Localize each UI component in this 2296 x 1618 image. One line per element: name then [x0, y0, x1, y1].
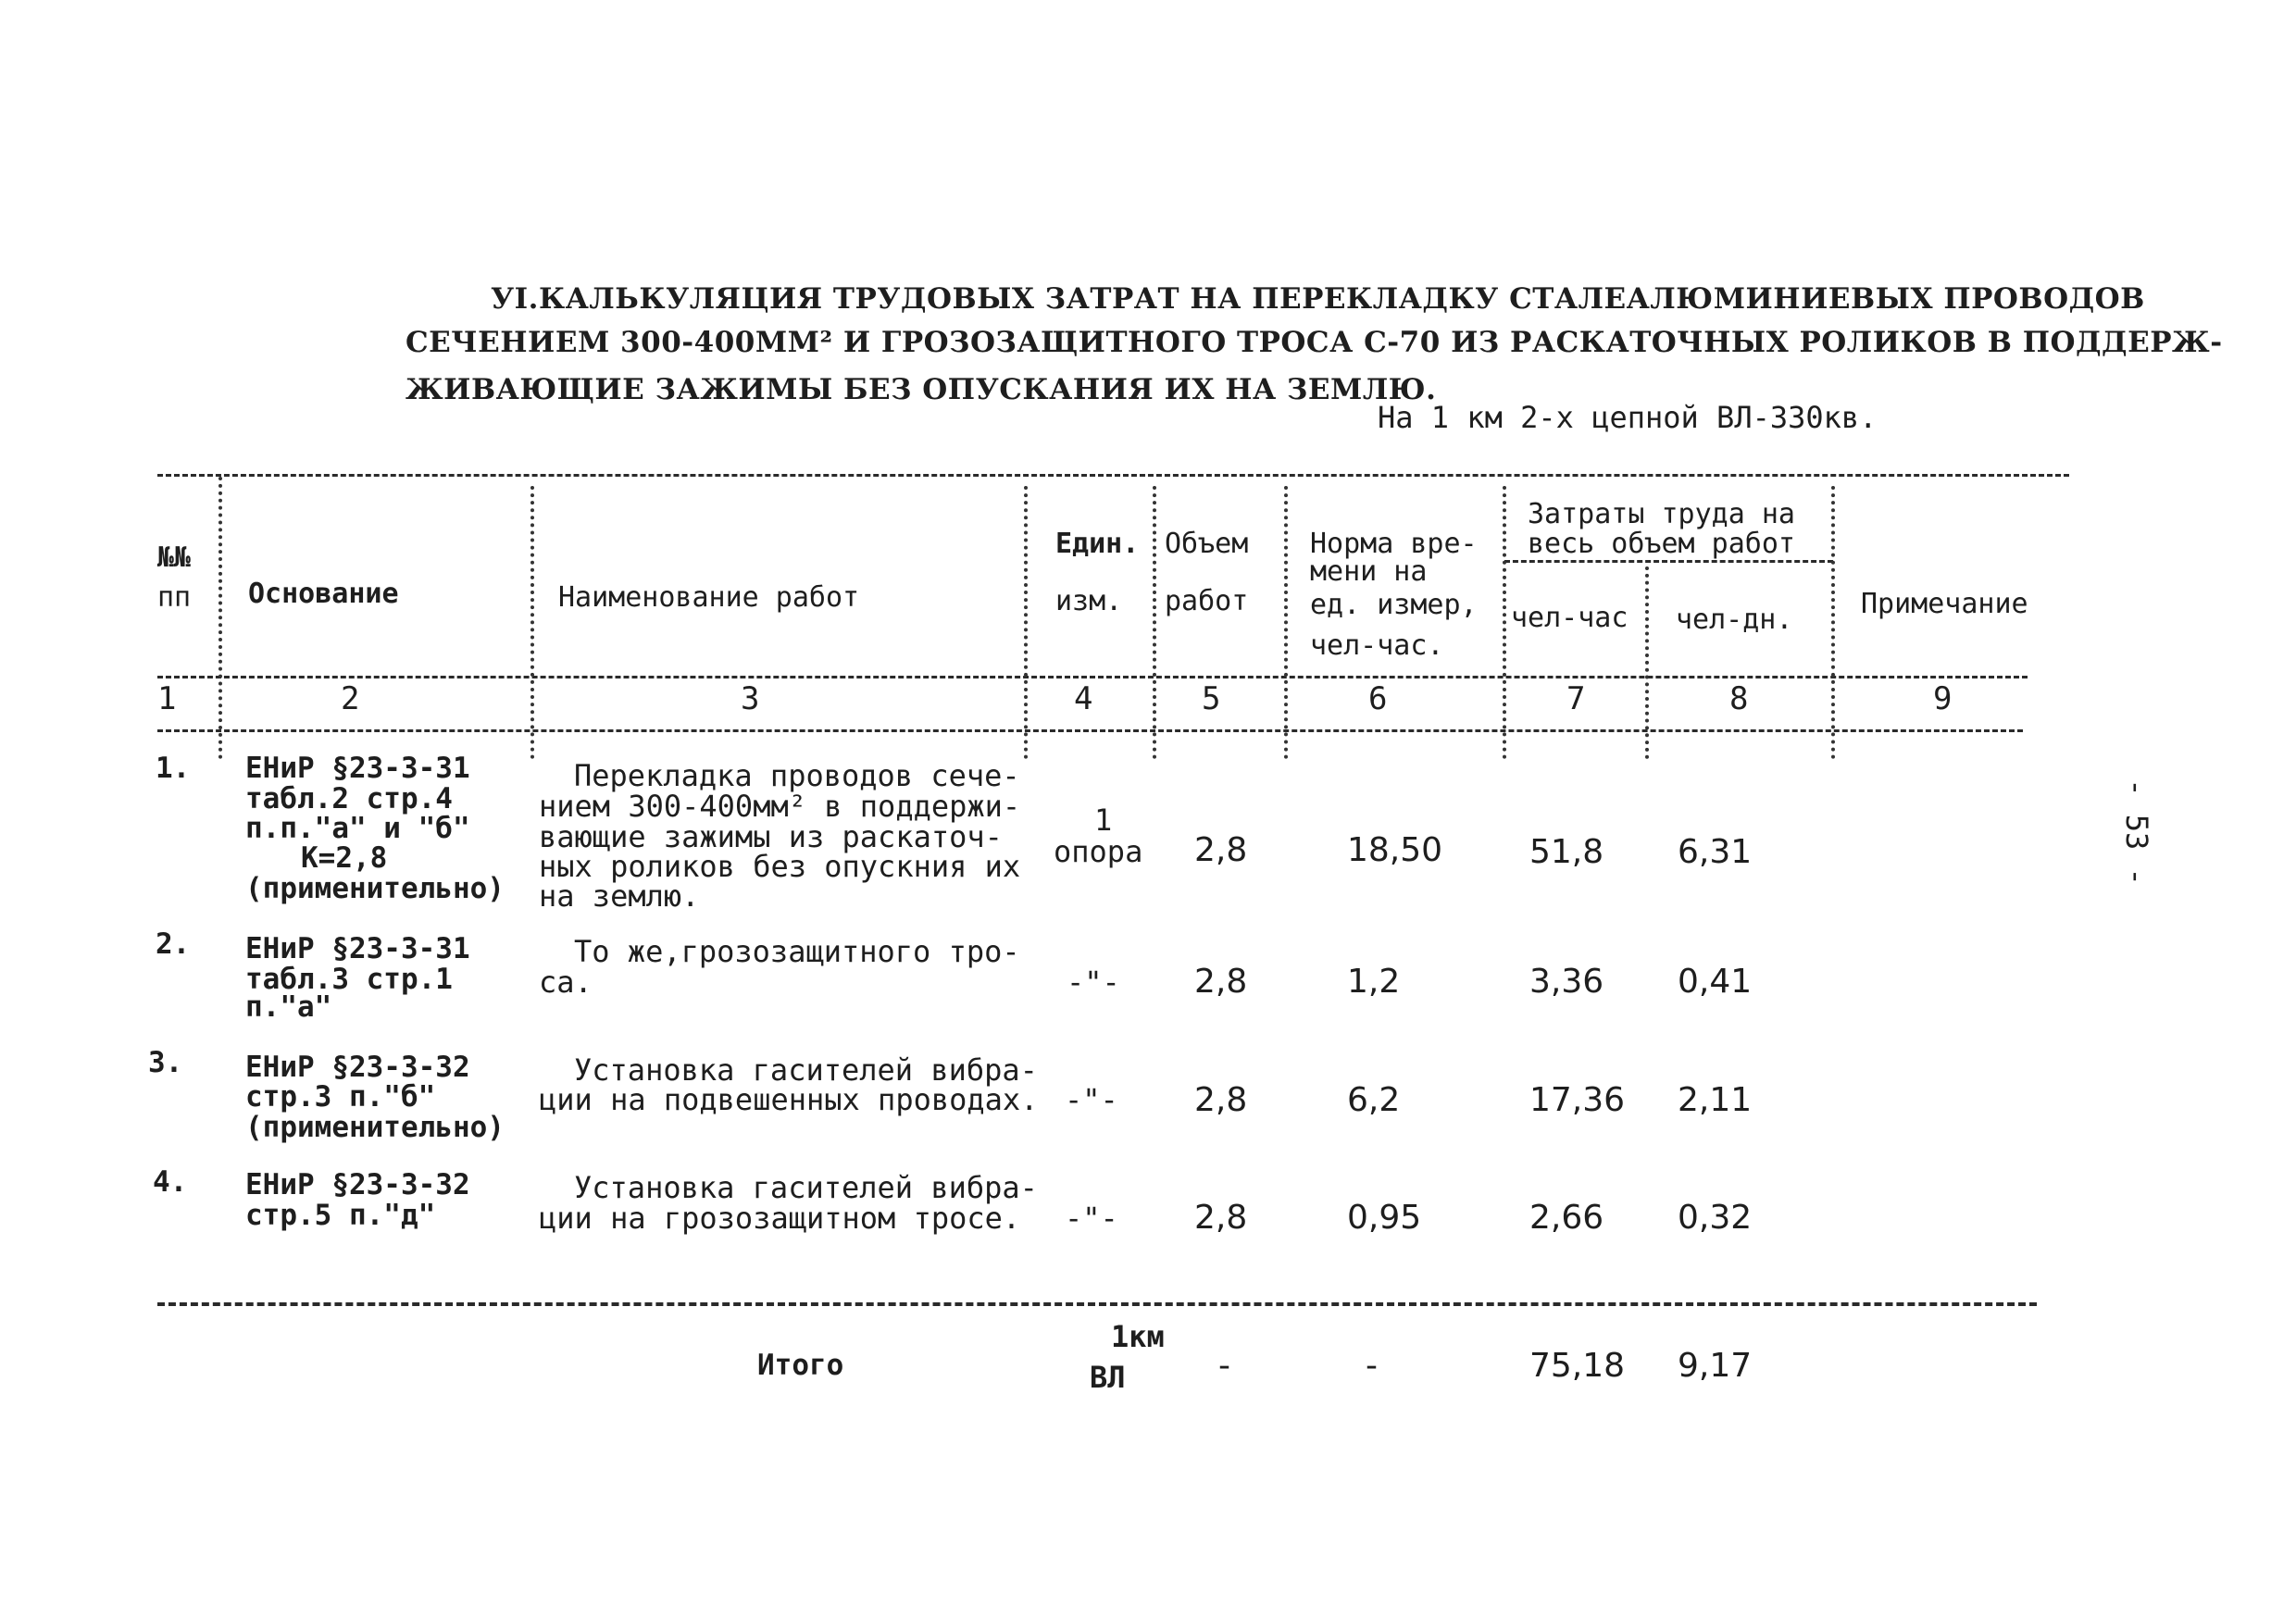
col-number-5: 5 [1202, 680, 1221, 717]
row-2-work-line-1: То же,грозозащитного тро- [574, 934, 1020, 969]
row-3-man-hours: 17,36 [1529, 1081, 1626, 1119]
header-labor-group-line-2: весь объем работ [1528, 528, 1795, 560]
col-sep-7 [1645, 566, 1649, 759]
row-3-man-days: 2,11 [1678, 1081, 1753, 1119]
row-2-man-hours: 3,36 [1529, 963, 1604, 1001]
row-3-basis-line-2: стр.3 п."б" [245, 1080, 436, 1114]
row-1-basis-line-5: (применительно) [245, 872, 505, 905]
table-bottom-rule [157, 1302, 2037, 1306]
total-label: Итого [757, 1349, 844, 1382]
header-note: Примечание [1861, 588, 2028, 620]
row-4-work-line-2: ции на грозозащитном тросе. [539, 1201, 1021, 1236]
col-sep-5 [1284, 486, 1288, 759]
row-4-number: 4. [153, 1165, 188, 1199]
row-4-man-hours: 2,66 [1529, 1199, 1604, 1237]
total-man-days: 9,17 [1678, 1347, 1753, 1385]
header-volume-line-1: Объем [1165, 528, 1249, 560]
title-line-1: УI.КАЛЬКУЛЯЦИЯ ТРУДОВЫХ ЗАТРАТ НА ПЕРЕКЛАДКУ СТАЛЕАЛЮМИНИЕВЫХ ПРОВОДОВ [491, 282, 2145, 316]
row-1-unit-line-1: 1 [1094, 803, 1113, 838]
col-number-3: 3 [741, 680, 760, 717]
page-number: - 53 - [2118, 778, 2154, 886]
row-1-work-line-3: вающие зажимы из раскаточ- [539, 819, 1003, 854]
total-unit-line-2: ВЛ [1090, 1360, 1126, 1395]
header-basis: Основание [248, 578, 399, 610]
row-1-unit-line-2: опора [1054, 834, 1143, 869]
col-sep-8 [1831, 486, 1835, 759]
row-3-norm: 6,2 [1347, 1081, 1401, 1119]
header-volume-line-2: работ [1165, 585, 1249, 617]
header-man-days: чел-дн. [1676, 604, 1793, 636]
row-4-volume: 2,8 [1194, 1199, 1248, 1237]
row-2-basis-line-2: табл.3 стр.1 [245, 963, 453, 996]
col-number-7: 7 [1566, 680, 1586, 717]
row-2-unit: -"- [1067, 965, 1120, 1000]
row-4-man-days: 0,32 [1678, 1199, 1753, 1237]
title-line-2: СЕЧЕНИЕМ 300-400ММ² И ГРОЗОЗАЩИТНОГО ТРОСА С-70 ИЗ РАСКАТОЧНЫХ РОЛИКОВ В ПОДДЕРЖ- [406, 326, 2223, 359]
total-volume: - [1218, 1347, 1230, 1385]
col-sep-4 [1153, 486, 1156, 759]
row-1-man-days: 6,31 [1678, 833, 1753, 871]
row-1-work-line-5: на землю. [539, 878, 700, 914]
row-3-basis-line-3: (применительно) [245, 1111, 505, 1144]
header-labor-group-line-1: Затраты труда на [1528, 498, 1795, 530]
header-norm-line-4: чел-час. [1310, 629, 1444, 662]
row-4-basis-line-1: ЕНиР §23-3-32 [245, 1168, 470, 1201]
row-1-norm: 18,50 [1347, 831, 1443, 869]
subtitle: На 1 км 2-х цепной ВЛ-330кв. [1378, 400, 1878, 435]
total-norm: - [1366, 1347, 1378, 1385]
row-3-basis-line-1: ЕНиР §23-3-32 [245, 1051, 470, 1084]
row-1-basis-line-1: ЕНиР §23-3-31 [245, 752, 470, 785]
col-sep-3 [1024, 486, 1028, 759]
row-2-work-line-2: са. [539, 965, 593, 1000]
col-number-4: 4 [1074, 680, 1093, 717]
row-3-number: 3. [148, 1046, 183, 1079]
row-2-basis-line-1: ЕНиР §23-3-31 [245, 932, 470, 965]
header-work-name: Наименование работ [558, 581, 860, 614]
row-2-volume: 2,8 [1194, 963, 1248, 1001]
col-number-8: 8 [1729, 680, 1749, 717]
header-unit-line-1: Един. [1055, 528, 1140, 560]
col-number-6: 6 [1368, 680, 1388, 717]
row-1-basis-line-4: К=2,8 [301, 841, 388, 875]
header-num-line-1: №№ [157, 541, 192, 574]
row-3-volume: 2,8 [1194, 1081, 1248, 1119]
row-4-unit: -"- [1065, 1201, 1118, 1236]
col-number-2: 2 [341, 680, 360, 717]
row-4-work-line-1: Установка гасителей вибра- [574, 1170, 1038, 1205]
header-norm-line-1: Норма вре- [1310, 528, 1478, 560]
row-3-work-line-2: ции на подвешенных проводах. [539, 1082, 1039, 1117]
row-1-work-line-1: Перекладка проводов сече- [574, 758, 1020, 793]
header-man-hours: чел-час [1511, 602, 1628, 634]
table-top-rule [157, 474, 2069, 477]
col-number-9: 9 [1933, 680, 1953, 717]
header-num-line-2: пп [157, 581, 192, 614]
col-sep-2 [530, 486, 534, 759]
col-sep-6 [1503, 486, 1506, 759]
header-norm-line-3: ед. измер, [1310, 589, 1478, 621]
row-2-norm: 1,2 [1347, 963, 1401, 1001]
header-norm-line-2: мени на [1310, 555, 1428, 588]
row-2-man-days: 0,41 [1678, 963, 1753, 1001]
row-4-basis-line-2: стр.5 п."д" [245, 1199, 436, 1232]
row-2-number: 2. [156, 927, 191, 961]
header-unit-line-2: изм. [1055, 585, 1123, 617]
group-header-rule [1504, 560, 1833, 563]
row-1-basis-line-2: табл.2 стр.4 [245, 782, 453, 815]
row-1-volume: 2,8 [1194, 831, 1248, 869]
row-1-man-hours: 51,8 [1529, 833, 1604, 871]
total-unit-line-1: 1км [1111, 1319, 1165, 1354]
title-line-3: ЖИВАЮЩИЕ ЗАЖИМЫ БЕЗ ОПУСКАНИЯ ИХ НА ЗЕМЛЮ. [406, 373, 1437, 406]
row-3-work-line-1: Установка гасителей вибра- [574, 1052, 1038, 1088]
row-3-unit: -"- [1065, 1082, 1118, 1117]
col-number-1: 1 [157, 680, 177, 717]
row-2-basis-line-3: п."а" [245, 990, 332, 1024]
total-man-hours: 75,18 [1529, 1347, 1626, 1385]
row-1-work-line-2: нием 300-400мм² в поддержи- [539, 789, 1021, 824]
header-bottom-rule [157, 676, 2028, 678]
row-4-norm: 0,95 [1347, 1199, 1422, 1237]
col-sep-1 [218, 477, 222, 759]
col-numbers-rule [157, 729, 2023, 732]
row-1-basis-line-3: п.п."а" и "б" [245, 812, 470, 845]
row-1-number: 1. [156, 752, 191, 785]
row-1-work-line-4: ных роликов без опускния их [539, 849, 1021, 884]
